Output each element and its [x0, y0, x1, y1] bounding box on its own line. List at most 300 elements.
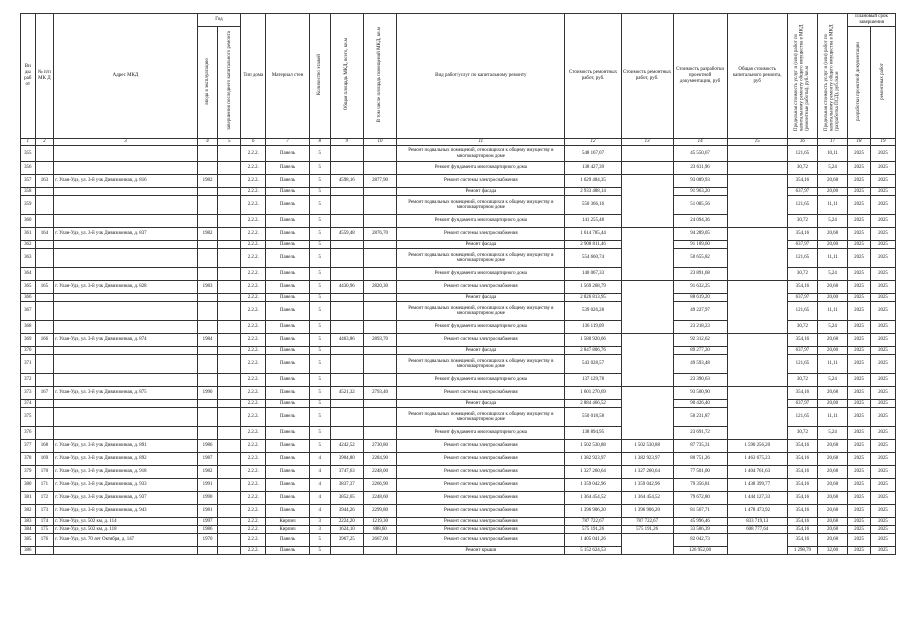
wall-material-cell: Панель — [266, 334, 310, 347]
design-cost-cell: 89 277,20 — [673, 347, 727, 355]
last-repair-year-cell — [218, 387, 241, 400]
design-cost-cell: 91 189,60 — [673, 241, 727, 249]
commission-year-cell — [197, 547, 218, 555]
design-cost-cell: 23 390,63 — [673, 374, 727, 387]
works-deadline-cell: 2025 — [870, 188, 895, 196]
repair-cost-total-cell — [621, 162, 673, 175]
design-cost-cell: 24 094,36 — [673, 215, 727, 228]
address-cell: г. Улан-Удэ, ул. 3-й учк Дивизионная, д. 874 — [54, 334, 197, 347]
column-number: 12 — [565, 139, 621, 146]
work-kind-cell: Ремонт системы электроснабжения — [397, 518, 565, 526]
last-repair-year-cell — [218, 294, 241, 302]
column-number: 14 — [673, 139, 727, 146]
wall-material-cell: Панель — [266, 534, 310, 547]
mkd-number-cell: 175 — [35, 526, 54, 534]
premises-area-cell: 1219,30 — [363, 518, 396, 526]
total-area-cell — [330, 547, 363, 555]
repair-cost-total-cell: 1 327 260,64 — [621, 466, 673, 479]
house-type-cell: 2.2.2. — [241, 492, 266, 505]
works-deadline-cell: 2025 — [870, 281, 895, 294]
repair-cost-cell: 1 359 042,96 — [565, 479, 621, 492]
work-kind-cell: Ремонт фасада — [397, 400, 565, 408]
header-limit-cost-works: Предельная стоимость услуг и (или) работ по капитальному ремонту общего имущества в МКД (ремонтные работы), руб./кв.м — [787, 14, 817, 139]
limit-cost-design-cell: 11,11 — [817, 302, 847, 321]
design-deadline-cell: 2025 — [848, 466, 871, 479]
repair-cost-total-cell — [621, 334, 673, 387]
works-deadline-cell: 2025 — [870, 479, 895, 492]
limit-cost-works-cell: 30,72 — [787, 374, 817, 387]
last-repair-year-cell — [218, 505, 241, 518]
floors-cell: 5 — [309, 374, 330, 387]
premises-area-cell: 2284,90 — [363, 453, 396, 466]
commission-year-cell: 1983 — [197, 281, 218, 294]
works-deadline-cell: 2025 — [870, 241, 895, 249]
design-cost-cell: 49 227,97 — [673, 302, 727, 321]
work-kind-cell: Ремонт системы электроснабжения — [397, 175, 565, 188]
works-deadline-cell: 2025 — [870, 215, 895, 228]
table-row — [21, 228, 896, 241]
address-cell — [54, 355, 197, 374]
design-cost-cell: 88 619,20 — [673, 294, 727, 302]
floors-cell: 5 — [309, 302, 330, 321]
total-area-cell — [330, 241, 363, 249]
total-area-cell — [330, 196, 363, 215]
mkd-number-cell — [35, 321, 54, 334]
total-area-cell — [330, 162, 363, 175]
last-repair-year-cell — [218, 162, 241, 175]
works-deadline-cell: 2025 — [870, 347, 895, 355]
design-deadline-cell: 2025 — [848, 196, 871, 215]
limit-cost-design-cell: 20,00 — [817, 188, 847, 196]
column-number: 8 — [309, 139, 330, 146]
commission-year-cell — [197, 400, 218, 408]
design-cost-cell: 49 593,48 — [673, 355, 727, 374]
commission-year-cell — [197, 427, 218, 440]
design-cost-cell: 80 751,26 — [673, 453, 727, 466]
house-type-cell: 2.2.2. — [241, 355, 266, 374]
last-repair-year-cell — [218, 302, 241, 321]
repair-cost-total-cell: 787 722,67 — [621, 518, 673, 526]
total-area-cell: 4430,96 — [330, 281, 363, 294]
address-cell — [54, 427, 197, 440]
column-number: 6 — [241, 139, 266, 146]
design-cost-cell: 45 550,67 — [673, 146, 727, 162]
header-repair-cost: Стоимость ремонтных работ, руб. — [565, 14, 621, 139]
design-cost-cell: 82 042,73 — [673, 534, 727, 547]
total-cost-cell — [727, 534, 787, 555]
premises-area-cell — [363, 547, 396, 555]
design-cost-cell: 81 567,71 — [673, 505, 727, 518]
mkd-number-cell: 169 — [35, 453, 54, 466]
header-plan-deadline: Плановый срок завершения — [848, 14, 896, 27]
total-area-cell: 4598,16 — [330, 175, 363, 188]
repair-cost-cell: 787 722,67 — [565, 518, 621, 526]
floors-cell: 5 — [309, 440, 330, 453]
design-cost-cell: 50 231,87 — [673, 408, 727, 427]
row-number-cell: 355 — [21, 146, 36, 162]
works-deadline-cell: 2025 — [870, 294, 895, 302]
mkd-number-cell: 165 — [35, 281, 54, 294]
table-row — [21, 534, 896, 547]
wall-material-cell: Панель — [266, 281, 310, 294]
design-deadline-cell: 2025 — [848, 249, 871, 268]
repair-cost-cell: 550 018,58 — [565, 408, 621, 427]
wall-material-cell: Панель — [266, 355, 310, 374]
column-number-row — [21, 139, 896, 146]
house-type-cell: 2.2.2. — [241, 162, 266, 175]
limit-cost-works-cell: 354,16 — [787, 505, 817, 518]
address-cell — [54, 347, 197, 355]
house-type-cell: 2.2.2. — [241, 215, 266, 228]
premises-area-cell: 2248,00 — [363, 466, 396, 479]
total-area-cell: 4521,32 — [330, 387, 363, 400]
limit-cost-design-cell: 5,24 — [817, 374, 847, 387]
mkd-number-cell — [35, 355, 54, 374]
works-deadline-cell: 2025 — [870, 146, 895, 162]
design-cost-cell: 45 996,46 — [673, 518, 727, 526]
work-kind-cell: Ремонт фундамента многоквартирного дома — [397, 215, 565, 228]
address-cell: г. Улан-Удэ, ул. 3-й учк Дивизионная, д. 933 — [54, 479, 197, 492]
mkd-number-cell — [35, 268, 54, 281]
address-cell — [54, 294, 197, 302]
row-number-cell: 372 — [21, 374, 36, 387]
limit-cost-works-cell: 637,97 — [787, 188, 817, 196]
mkd-number-cell: 170 — [35, 466, 54, 479]
house-type-cell: 2.2.2. — [241, 534, 266, 547]
header-address: Адрес МКД — [54, 14, 197, 139]
limit-cost-works-cell: 121,65 — [787, 249, 817, 268]
address-cell — [54, 249, 197, 268]
limit-cost-works-cell: 30,72 — [787, 321, 817, 334]
row-number-cell: 376 — [21, 427, 36, 440]
address-cell — [54, 188, 197, 196]
limit-cost-design-cell: 5,24 — [817, 215, 847, 228]
wall-material-cell: Кирпич — [266, 518, 310, 526]
column-number: 10 — [363, 139, 396, 146]
total-cost-cell — [727, 146, 787, 162]
premises-area-cell — [363, 241, 396, 249]
total-cost-cell — [727, 387, 787, 440]
floors-cell: 5 — [309, 387, 330, 400]
design-cost-cell: 23 218,23 — [673, 321, 727, 334]
total-area-cell: 4242,52 — [330, 440, 363, 453]
table-row — [21, 453, 896, 466]
house-type-cell: 2.2.2. — [241, 347, 266, 355]
total-area-cell: 3852,65 — [330, 492, 363, 505]
row-number-cell: 378 — [21, 453, 36, 466]
commission-year-cell: 1982 — [197, 228, 218, 241]
floors-cell: 5 — [309, 547, 330, 555]
header-work-type: Ви ды раб от — [21, 14, 36, 139]
last-repair-year-cell — [218, 347, 241, 355]
total-area-cell — [330, 427, 363, 440]
works-deadline-cell: 2025 — [870, 534, 895, 547]
design-cost-cell: 87 735,31 — [673, 440, 727, 453]
repair-cost-total-cell — [621, 146, 673, 162]
address-cell — [54, 146, 197, 162]
premises-area-cell — [363, 427, 396, 440]
work-kind-cell: Ремонт подвальных помещений, относящихся к общему имуществу в многоквартирном доме — [397, 146, 565, 162]
repair-cost-cell: 1 614 785,44 — [565, 228, 621, 241]
floors-cell: 5 — [309, 196, 330, 215]
floors-cell: 5 — [309, 228, 330, 241]
table-row — [21, 281, 896, 294]
limit-cost-design-cell: 11,11 — [817, 408, 847, 427]
floors-cell: 5 — [309, 347, 330, 355]
limit-cost-works-cell: 637,97 — [787, 241, 817, 249]
row-number-cell: 370 — [21, 347, 36, 355]
limit-cost-design-cell: 20,68 — [817, 281, 847, 294]
repair-cost-cell: 137 129,78 — [565, 374, 621, 387]
design-deadline-cell: 2025 — [848, 347, 871, 355]
work-kind-cell: Ремонт системы электроснабжения — [397, 387, 565, 400]
premises-area-cell — [363, 374, 396, 387]
wall-material-cell: Панель — [266, 408, 310, 427]
wall-material-cell: Панель — [266, 387, 310, 400]
house-type-cell: 2.2.2. — [241, 526, 266, 534]
total-cost-cell — [727, 162, 787, 175]
repair-cost-cell: 1 364 454,52 — [565, 492, 621, 505]
house-type-cell: 2.2.2. — [241, 175, 266, 188]
premises-area-cell — [363, 162, 396, 175]
floors-cell: 3 — [309, 526, 330, 534]
works-deadline-cell: 2025 — [870, 196, 895, 215]
last-repair-year-cell — [218, 321, 241, 334]
repair-cost-total-cell: 1 364 454,52 — [621, 492, 673, 505]
repair-cost-cell: 2 884 466,52 — [565, 400, 621, 408]
column-number: 19 — [870, 139, 895, 146]
row-number-cell: 384 — [21, 526, 36, 534]
limit-cost-design-cell: 20,68 — [817, 440, 847, 453]
limit-cost-design-cell: 20,00 — [817, 400, 847, 408]
commission-year-cell — [197, 215, 218, 228]
repair-cost-total-cell: 1 382 923,97 — [621, 453, 673, 466]
repair-cost-cell: 1 502 530,88 — [565, 440, 621, 453]
repair-cost-cell: 5 152 624,53 — [565, 547, 621, 555]
address-cell: г. Улан-Удэ, ул. 3-й учк Дивизионная, д. 891 — [54, 440, 197, 453]
work-kind-cell: Ремонт фундамента многоквартирного дома — [397, 321, 565, 334]
mkd-number-cell: 168 — [35, 440, 54, 453]
work-kind-cell: Ремонт фундамента многоквартирного дома — [397, 427, 565, 440]
limit-cost-works-cell: 354,16 — [787, 453, 817, 466]
header-year-group: Год — [197, 14, 241, 27]
repair-cost-cell: 140 067,33 — [565, 268, 621, 281]
wall-material-cell: Панель — [266, 188, 310, 196]
header-commission-year: ввода в эксплуатацию — [197, 27, 218, 139]
address-cell: г. Улан-Удэ, ул. 502 км, д. 118 — [54, 526, 197, 534]
commission-year-cell: 1984 — [197, 334, 218, 347]
work-kind-cell: Ремонт системы электроснабжения — [397, 281, 565, 294]
house-type-cell: 2.2.2. — [241, 453, 266, 466]
house-type-cell: 2.2.2. — [241, 249, 266, 268]
house-type-cell: 2.2.2. — [241, 400, 266, 408]
floors-cell: 5 — [309, 294, 330, 302]
mkd-number-cell — [35, 547, 54, 555]
works-deadline-cell: 2025 — [870, 175, 895, 188]
header-repair-cost-total: Стоимость ремонтных работ, руб. — [621, 14, 673, 139]
mkd-number-cell — [35, 347, 54, 355]
row-number-cell: 366 — [21, 294, 36, 302]
total-area-cell: 3747,63 — [330, 466, 363, 479]
row-number-cell: 381 — [21, 492, 36, 505]
house-type-cell: 2.2.2. — [241, 196, 266, 215]
mkd-number-cell — [35, 241, 54, 249]
column-number: 5 — [218, 139, 241, 146]
wall-material-cell: Панель — [266, 453, 310, 466]
table-row — [21, 505, 896, 518]
total-area-cell — [330, 321, 363, 334]
design-cost-cell: 91 632,25 — [673, 281, 727, 294]
last-repair-year-cell — [218, 453, 241, 466]
limit-cost-design-cell: 20,68 — [817, 387, 847, 400]
limit-cost-design-cell: 20,68 — [817, 175, 847, 188]
total-area-cell: 4559,48 — [330, 228, 363, 241]
column-number: 15 — [727, 139, 787, 146]
design-deadline-cell: 2025 — [848, 146, 871, 162]
work-kind-cell: Ремонт подвальных помещений, относящихся к общему имуществу в многоквартирном доме — [397, 302, 565, 321]
house-type-cell: 2.2.2. — [241, 294, 266, 302]
limit-cost-works-cell: 637,97 — [787, 294, 817, 302]
commission-year-cell: 1981 — [197, 505, 218, 518]
wall-material-cell: Панель — [266, 479, 310, 492]
limit-cost-design-cell: 20,68 — [817, 228, 847, 241]
design-deadline-cell: 2025 — [848, 215, 871, 228]
floors-cell: 5 — [309, 249, 330, 268]
total-cost-cell: 608 777,64 — [727, 526, 787, 534]
repair-cost-cell: 138 894,95 — [565, 427, 621, 440]
works-deadline-cell: 2025 — [870, 547, 895, 555]
commission-year-cell — [197, 196, 218, 215]
repair-cost-cell: 2 908 811,46 — [565, 241, 621, 249]
wall-material-cell: Панель — [266, 547, 310, 555]
header-house-type: Тип дома — [241, 14, 266, 139]
total-area-cell — [330, 188, 363, 196]
premises-area-cell — [363, 321, 396, 334]
commission-year-cell: 1990 — [197, 387, 218, 400]
last-repair-year-cell — [218, 466, 241, 479]
floors-cell: 5 — [309, 408, 330, 427]
limit-cost-works-cell: 30,72 — [787, 215, 817, 228]
repair-cost-total-cell — [621, 534, 673, 555]
commission-year-cell: 1987 — [197, 453, 218, 466]
address-cell: г. Улан-Удэ, ул. 3-й учк Дивизионная, д. 892 — [54, 453, 197, 466]
total-cost-cell: 1 404 761,63 — [727, 466, 787, 479]
works-deadline-cell: 2025 — [870, 518, 895, 526]
repair-cost-cell: 1 601 270,69 — [565, 387, 621, 400]
total-area-cell: 2224,20 — [330, 518, 363, 526]
header-premises-area: В том числе площадь помещений МКД, кв.м — [363, 14, 396, 139]
address-cell: г. Улан-Удэ, ул. 502 км, д. 114 — [54, 518, 197, 526]
premises-area-cell: 2793,40 — [363, 387, 396, 400]
repair-cost-total-cell — [621, 228, 673, 281]
wall-material-cell: Панель — [266, 175, 310, 188]
column-number: 2 — [35, 139, 54, 146]
design-cost-cell: 23 611,96 — [673, 162, 727, 175]
header-total-cost: Общая стоимость капитального ремонта, руб — [727, 14, 787, 139]
column-number: 3 — [54, 139, 197, 146]
house-type-cell: 2.2.2. — [241, 321, 266, 334]
total-area-cell — [330, 215, 363, 228]
design-cost-cell: 79 356,81 — [673, 479, 727, 492]
design-deadline-cell: 2025 — [848, 302, 871, 321]
limit-cost-design-cell: 20,68 — [817, 526, 847, 534]
table-row — [21, 466, 896, 479]
row-number-cell: 365 — [21, 281, 36, 294]
total-area-cell — [330, 249, 363, 268]
last-repair-year-cell — [218, 334, 241, 347]
house-type-cell: 2.2.2. — [241, 374, 266, 387]
row-number-cell: 386 — [21, 547, 36, 555]
works-deadline-cell: 2025 — [870, 334, 895, 347]
last-repair-year-cell — [218, 408, 241, 427]
mkd-number-cell — [35, 408, 54, 427]
design-deadline-cell: 2025 — [848, 547, 871, 555]
limit-cost-design-cell: 20,68 — [817, 479, 847, 492]
work-kind-cell: Ремонт системы электроснабжения — [397, 479, 565, 492]
house-type-cell: 2.2.2. — [241, 228, 266, 241]
total-area-cell: 3837,37 — [330, 479, 363, 492]
floors-cell: 5 — [309, 175, 330, 188]
table-row — [21, 518, 896, 526]
floors-cell: 5 — [309, 162, 330, 175]
design-deadline-cell: 2025 — [848, 408, 871, 427]
total-area-cell — [330, 302, 363, 321]
design-deadline-cell: 2025 — [848, 374, 871, 387]
last-repair-year-cell — [218, 175, 241, 188]
repair-cost-cell: 138 427,39 — [565, 162, 621, 175]
commission-year-cell — [197, 241, 218, 249]
design-deadline-cell: 2025 — [848, 479, 871, 492]
limit-cost-design-cell: 5,24 — [817, 427, 847, 440]
design-deadline-cell: 2025 — [848, 175, 871, 188]
row-number-cell: 360 — [21, 215, 36, 228]
floors-cell: 5 — [309, 534, 330, 547]
limit-cost-design-cell: 20,68 — [817, 334, 847, 347]
total-area-cell: 3967,25 — [330, 534, 363, 547]
address-cell: г. Улан-Удэ, ул. 3-й учк Дивизионная, д. 943 — [54, 505, 197, 518]
row-number-cell: 356 — [21, 162, 36, 175]
repair-cost-cell: 543 028,57 — [565, 355, 621, 374]
last-repair-year-cell — [218, 228, 241, 241]
limit-cost-design-cell: 20,00 — [817, 294, 847, 302]
table-row — [21, 162, 896, 175]
row-number-cell: 367 — [21, 302, 36, 321]
last-repair-year-cell — [218, 400, 241, 408]
header-floors: Количество этажей — [309, 14, 330, 139]
last-repair-year-cell — [218, 526, 241, 534]
floors-cell: 5 — [309, 400, 330, 408]
wall-material-cell: Панель — [266, 400, 310, 408]
floors-cell: 5 — [309, 355, 330, 374]
total-area-cell: 3904,80 — [330, 453, 363, 466]
design-deadline-cell: 2025 — [848, 534, 871, 547]
work-kind-cell: Ремонт фундамента многоквартирного дома — [397, 162, 565, 175]
house-type-cell: 2.2.2. — [241, 281, 266, 294]
column-number: 4 — [197, 139, 218, 146]
repair-cost-total-cell: 1 396 906,20 — [621, 505, 673, 518]
column-number: 7 — [266, 139, 310, 146]
premises-area-cell — [363, 215, 396, 228]
design-deadline-cell: 2025 — [848, 387, 871, 400]
table-row — [21, 387, 896, 400]
total-area-cell — [330, 408, 363, 427]
repair-cost-cell: 2 826 813,95 — [565, 294, 621, 302]
total-area-cell: 4463,86 — [330, 334, 363, 347]
row-number-cell: 375 — [21, 408, 36, 427]
limit-cost-design-cell: 20,68 — [817, 518, 847, 526]
row-number-cell: 377 — [21, 440, 36, 453]
repair-cost-total-cell: 1 502 530,88 — [621, 440, 673, 453]
